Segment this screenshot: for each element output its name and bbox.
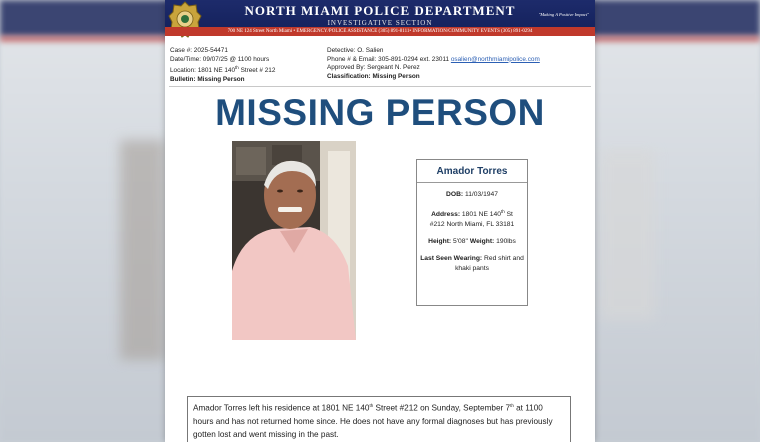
address: Address: 1801 NE 140th St #212 North Miami, FL 33181: [429, 209, 515, 229]
classification: Classification: Missing Person: [327, 72, 420, 80]
contact-bar: 700 NE 124 Street North Miami • EMERGENCY/POLICE ASSISTANCE (305) 891-8111• INFORMATION/COMMUNITY EVENTS (305) 891-0294: [165, 27, 595, 36]
case-number: Case #: 2025-54471: [170, 47, 228, 54]
last-seen-wearing: Last Seen Wearing: Red shirt and khaki pants: [420, 255, 524, 273]
dob: DOB: 11/03/1947: [446, 191, 498, 198]
header-divider: [169, 86, 591, 87]
detective: Detective: O. Salien: [327, 47, 384, 54]
approved-by: Approved By: Sergeant N. Perez: [327, 64, 420, 71]
department-name: NORTH MIAMI POLICE DEPARTMENT: [244, 3, 516, 18]
missing-person-bulletin: [165, 0, 595, 442]
section-name: INVESTIGATIVE SECTION: [327, 19, 433, 27]
person-details-card: [416, 159, 528, 306]
department-header: [165, 0, 595, 36]
person-name: Amador Torres: [436, 166, 508, 177]
blurred-photo-left: [120, 140, 165, 360]
person-photo: [232, 141, 356, 340]
phone-email: Phone # & Email: 305-891-0294 ext. 23011 osalien@northmiamipolice.com: [327, 55, 540, 63]
date-time: Date/Time: 09/07/25 @ 1100 hours: [170, 55, 270, 63]
location: Location: 1801 NE 140th Street # 212: [170, 65, 276, 75]
bulletin: Bulletin: Missing Person: [170, 75, 245, 83]
page-title: MISSING PERSON: [215, 92, 545, 133]
blurred-card-right: [600, 150, 655, 320]
email-link[interactable]: osalien@northmiamipolice.com: [450, 55, 540, 63]
case-info-right: [327, 47, 540, 81]
card-divider: [417, 182, 527, 183]
height-weight: Height: 5'08'' Weight: 190lbs: [428, 238, 516, 246]
case-info-left: [170, 47, 275, 84]
motto: "Making A Positive Impact": [538, 12, 589, 17]
incident-narrative: Amador Torres left his residence at 1801 NE 140th Street #212 on Sunday, September 7th at 1100 hours and has not returned home since. He does not have any formal diagnoses but has previously gotten lost and went missing in the past.: [187, 396, 571, 442]
